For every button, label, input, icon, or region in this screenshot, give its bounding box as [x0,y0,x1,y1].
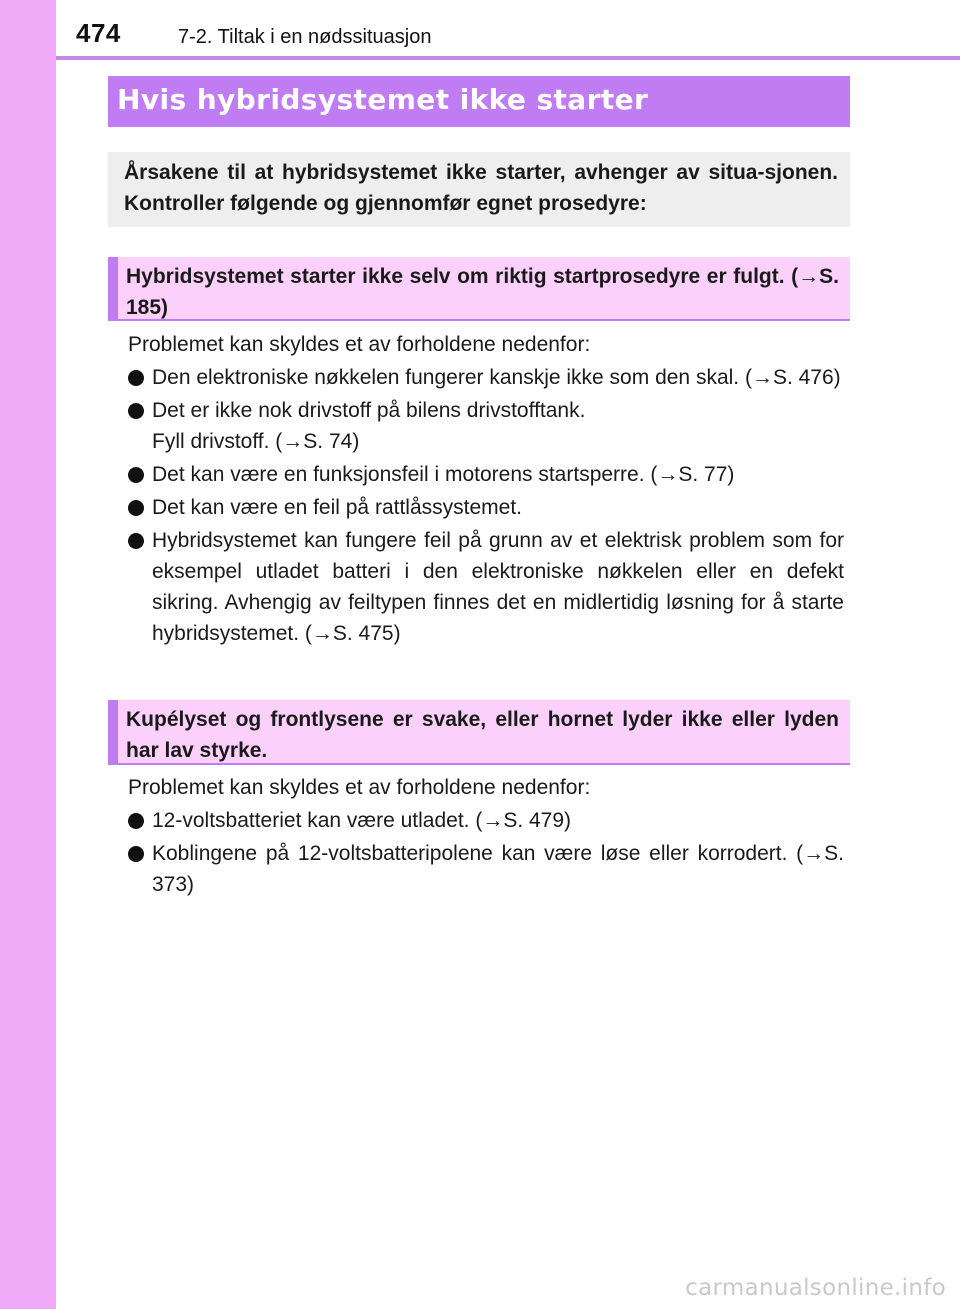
list-item [128,492,844,523]
bullet-icon [128,813,144,829]
list-item [128,395,844,457]
side-color-bar [0,0,56,1309]
list-item [128,459,844,490]
list-item-text: Koblingene på 12-voltsbatteripolene kan være løse eller korrodert. (→S. 373) [152,842,844,896]
subsection-lead: Problemet kan skyldes et av forholdene nedenfor: [128,776,591,799]
list-item-text: Det kan være en feil på rattlåssystemet. [152,496,522,519]
watermark: carmanualsonline.info [685,1275,946,1301]
list-item-text: Den elektroniske nøkkelen fungerer kanskje ikke som den skal. (→S. 476) [152,366,841,389]
list-item [128,838,844,900]
chapter-title: 7-2. Tiltak i en nødssituasjon [178,26,432,48]
bullet-icon [128,403,144,419]
list-item-text: Hybridsystemet kan fungere feil på grunn av et elektrisk problem som for eksempel utladet batteri i den elektroniske nøkkelen eller en defekt sikring. Avhengig av feiltypen finnes det en midlertidig løsning for å starte hybridsystemet. (→S. 475) [152,529,844,645]
list-item-text: Det er ikke nok drivstoff på bilens drivstofftank. [152,399,586,422]
list-item-text: 12-voltsbatteriet kan være utladet. (→S. 479) [152,809,572,832]
list-item [128,525,844,649]
subsection-heading-2: Kupélyset og frontlysene er svake, eller hornet lyder ikke eller lyden har lav styrke. [108,700,850,765]
header-divider [56,56,960,60]
bullet-icon [128,533,144,549]
cause-list [128,805,844,900]
list-item-note: Fyll drivstoff. (→S. 74) [152,430,360,453]
subsection-content-2 [128,772,844,902]
bullet-icon [128,467,144,483]
bullet-icon [128,846,144,862]
list-item [128,805,844,836]
section-title-banner [108,76,850,127]
subsection-content-1 [128,329,844,651]
page-number: 474 [76,18,121,48]
intro-box: Årsakene til at hybridsystemet ikke starter, avhenger av situa-sjonen. Kontroller følgende og gjennomfør egnet prosedyre: [108,152,850,227]
section-title: Hvis hybridsystemet ikke starter [117,83,649,116]
subsection-lead: Problemet kan skyldes et av forholdene nedenfor: [128,333,591,356]
list-item-text: Det kan være en funksjonsfeil i motorens startsperre. (→S. 77) [152,463,735,486]
bullet-icon [128,370,144,386]
bullet-icon [128,500,144,516]
cause-list [128,362,844,649]
list-item [128,362,844,393]
subsection-heading-1: Hybridsystemet starter ikke selv om riktig startprosedyre er fulgt. (→S. 185) [108,257,850,321]
